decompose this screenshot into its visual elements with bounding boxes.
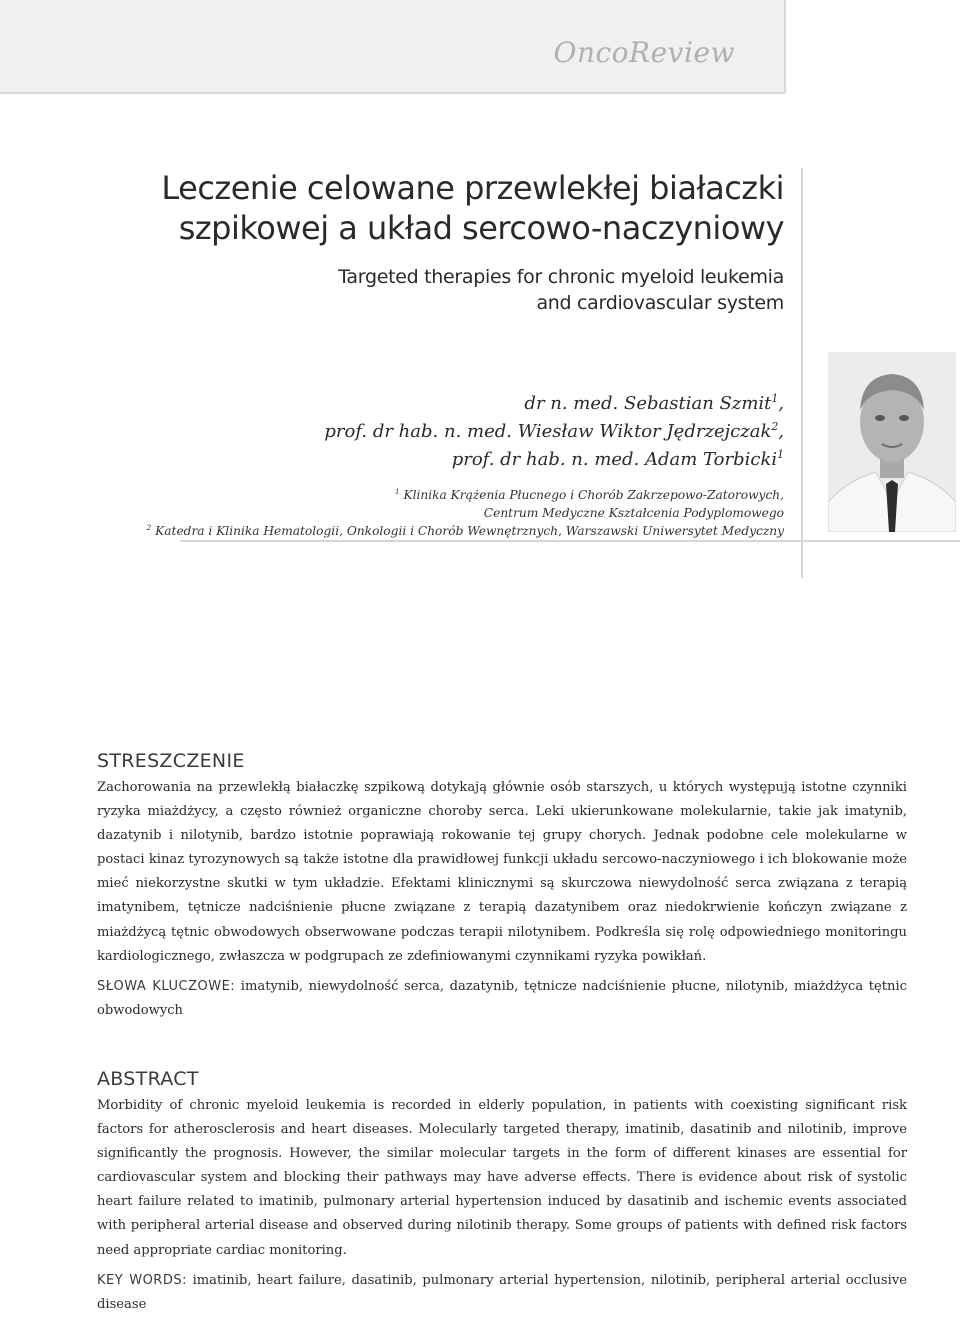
keywords-label: SŁOWA KLUCZOWE: bbox=[97, 978, 236, 994]
author-separator: , bbox=[778, 393, 784, 414]
affiliation bbox=[147, 486, 784, 504]
journal-name: OncoReview bbox=[553, 36, 735, 69]
author-name: prof. dr hab. n. med. Adam Torbicki bbox=[451, 449, 778, 470]
author bbox=[324, 418, 784, 446]
title-line: Leczenie celowane przewlekłej białaczki bbox=[161, 169, 784, 207]
section-heading: STRESZCZENIE bbox=[97, 750, 245, 772]
author-separator: , bbox=[778, 421, 784, 442]
affiliation-number: 1 bbox=[394, 486, 400, 496]
author-portrait-icon bbox=[828, 352, 956, 532]
abstract-section bbox=[97, 1068, 907, 1317]
author-list bbox=[324, 390, 784, 474]
author-name: prof. dr hab. n. med. Wiesław Wiktor Jędrzejczak bbox=[324, 421, 772, 442]
affiliation-text: Centrum Medyczne Kształcenia Podyplomowego bbox=[483, 506, 784, 520]
affiliation bbox=[147, 522, 784, 540]
affiliation-text: Klinika Krążenia Płucnego i Chorób Zakrzepowo-Zatorowych, bbox=[403, 488, 784, 502]
streszczenie-section bbox=[97, 750, 907, 1023]
affiliation-text: Katedra i Klinika Hematologii, Onkologii i Chorób Wewnętrznych, Warszawski Uniwersytet Medyczny bbox=[155, 524, 784, 538]
header-divider-vertical bbox=[784, 0, 786, 92]
author-affiliation-number: 2 bbox=[771, 420, 779, 433]
author-name: dr n. med. Sebastian Szmit bbox=[524, 393, 772, 414]
title-line: Targeted therapies for chronic myeloid leukemia bbox=[338, 266, 784, 288]
keywords bbox=[97, 1269, 907, 1317]
author-affiliation-number: 1 bbox=[777, 448, 784, 461]
section-heading: ABSTRACT bbox=[97, 1068, 199, 1090]
section-body: Morbidity of chronic myeloid leukemia is recorded in elderly population, in patients with coexisting significant risk factors for atherosclerosis and heart diseases. Molecularly targeted therapy, imatinib, dasatinib and nilotinib, improve significantly the prognosis. However, the similar molecular targets in the form of different kinases are essential for cardiovascular system and blocking their pathways may have adverse effects. There is evidence about risk of systolic heart failure related to imatinib, pulmonary arterial hypertension induced by dasatinib and ischemic events associated with peripheral arterial disease and observed during nilotinib therapy. Some groups of patients with defined risk factors need appropriate cardiac monitoring. bbox=[97, 1098, 907, 1258]
author bbox=[324, 390, 784, 418]
vertical-rule bbox=[801, 168, 803, 578]
header-band-right bbox=[785, 0, 960, 92]
keywords-text: imatinib, heart failure, dasatinib, pulmonary arterial hypertension, nilotinib, peripheral arterial occlusive disease bbox=[97, 1272, 907, 1312]
section-body: Zachorowania na przewlekłą białaczkę szpikową dotykają głównie osób starszych, u których występują istotne czynniki ryzyka miażdżycy, a często również organiczne choroby serca. Leki ukierunkowane molekularnie, takie jak imatynib, dazatynib i nilotynib, bardzo istotnie poprawiają rokowanie tej grupy chorych. Jednak podobne cele molekularne w postaci kinaz tyrozynowych są także istotne dla prawidłowej funkcji układu sercowo-naczyniowego i ich blokowanie może mieć niekorzystne skutki w tym układzie. Efektami klinicznymi są skurczowa niewydolność serca związana z terapią imatynibem, tętnicze nadciśnienie płucne związane z terapią dazatynibem oraz niedokrwienie kończyn związane z miażdżycą tętnic obwodowych obserwowane podczas terapii nilotynibem. Podkreśla się rolę odpowiedniego monitoringu kardiologicznego, zwłaszcza w podgrupach ze zdefiniowanymi czynnikami ryzyka powikłań. bbox=[97, 780, 907, 964]
affiliation bbox=[147, 504, 784, 522]
keywords bbox=[97, 975, 907, 1023]
affiliation-number: 2 bbox=[146, 522, 152, 532]
header-divider bbox=[0, 92, 785, 94]
horizontal-rule bbox=[180, 540, 960, 542]
author-affiliation-number: 1 bbox=[771, 392, 779, 405]
author bbox=[324, 446, 784, 474]
affiliation-list bbox=[147, 486, 784, 540]
portrait-graphic bbox=[828, 352, 956, 532]
title-line: and cardiovascular system bbox=[536, 292, 784, 314]
article-title-polish bbox=[161, 168, 784, 248]
title-line: szpikowej a układ sercowo-naczyniowy bbox=[178, 209, 784, 247]
keywords-label: KEY WORDS: bbox=[97, 1272, 187, 1288]
article-title-english bbox=[338, 264, 784, 316]
keywords-text: imatynib, niewydolność serca, dazatynib, tętnicze nadciśnienie płucne, nilotynib, miażdżyca tętnic obwodowych bbox=[97, 978, 907, 1018]
